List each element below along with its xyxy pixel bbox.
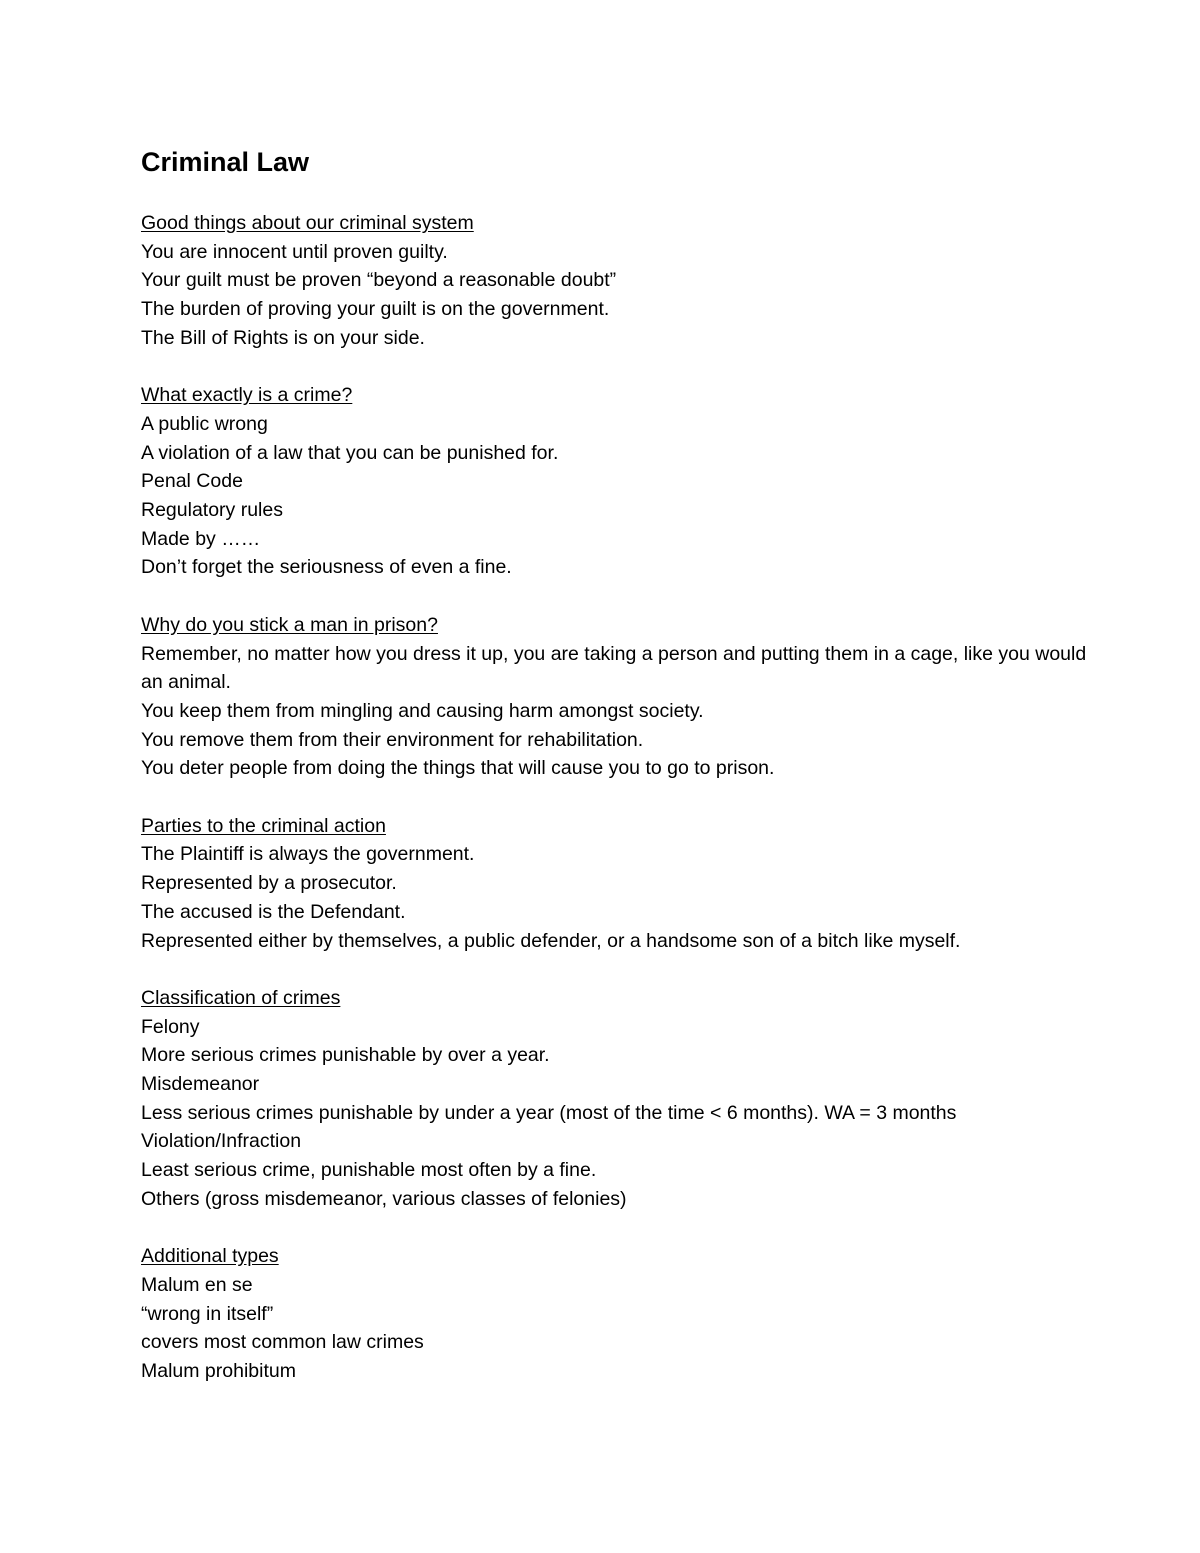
section-classification — [141, 984, 1101, 1214]
section-line: Penal Code — [141, 470, 243, 493]
section-line: The Plaintiff is always the government. — [141, 843, 475, 866]
section-line: Represented by a prosecutor. — [141, 872, 397, 895]
section-additional-types — [141, 1242, 1101, 1386]
section-line: The accused is the Defendant. — [141, 900, 406, 923]
section-line: Misdemeanor — [141, 1073, 260, 1096]
section-line: Felony — [141, 1015, 200, 1038]
section-line: More serious crimes punishable by over a year. — [141, 1044, 550, 1067]
section-line: covers most common law crimes — [141, 1331, 424, 1354]
section-line: You remove them from their environment for rehabilitation. — [141, 728, 644, 751]
section-what-is-crime — [141, 381, 1101, 582]
section-line: Others (gross misdemeanor, various classes of felonies) — [141, 1187, 627, 1210]
section-line: Don’t forget the seriousness of even a fine. — [141, 556, 512, 579]
section-line: Less serious crimes punishable by under a year (most of the time < 6 months). WA = 3 months — [141, 1101, 957, 1124]
section-heading: What exactly is a crime? — [141, 384, 353, 407]
section-good-things — [141, 209, 1101, 353]
section-line: The burden of proving your guilt is on the government. — [141, 298, 610, 321]
document-body — [141, 209, 1101, 1414]
section-line: Remember, no matter how you dress it up, you are taking a person and putting them in a cage, like you would an animal. — [141, 642, 1087, 694]
document-title: Criminal Law — [141, 147, 310, 177]
section-parties — [141, 812, 1101, 956]
section-line: The Bill of Rights is on your side. — [141, 326, 425, 349]
section-line: Your guilt must be proven “beyond a reasonable doubt” — [141, 269, 617, 292]
section-line: A violation of a law that you can be punished for. — [141, 441, 559, 464]
section-line: Made by …… — [141, 527, 261, 550]
section-heading: Why do you stick a man in prison? — [141, 613, 438, 636]
section-line: Represented either by themselves, a public defender, or a handsome son of a bitch like myself. — [141, 929, 961, 952]
section-line: A public wrong — [141, 412, 268, 435]
section-line: Violation/Infraction — [141, 1130, 302, 1153]
section-line: Malum prohibitum — [141, 1360, 296, 1383]
section-heading: Classification of crimes — [141, 986, 341, 1009]
section-heading: Parties to the criminal action — [141, 814, 386, 837]
section-line: Malum en se — [141, 1273, 253, 1296]
section-line: You deter people from doing the things that will cause you to go to prison. — [141, 757, 775, 780]
section-why-prison — [141, 611, 1101, 783]
section-heading: Additional types — [141, 1245, 279, 1268]
section-line: You are innocent until proven guilty. — [141, 240, 448, 263]
section-line: Least serious crime, punishable most often by a fine. — [141, 1159, 597, 1182]
section-line: “wrong in itself” — [141, 1302, 274, 1325]
section-line: Regulatory rules — [141, 499, 283, 522]
section-heading: Good things about our criminal system — [141, 212, 474, 234]
section-line: You keep them from mingling and causing harm amongst society. — [141, 699, 704, 722]
